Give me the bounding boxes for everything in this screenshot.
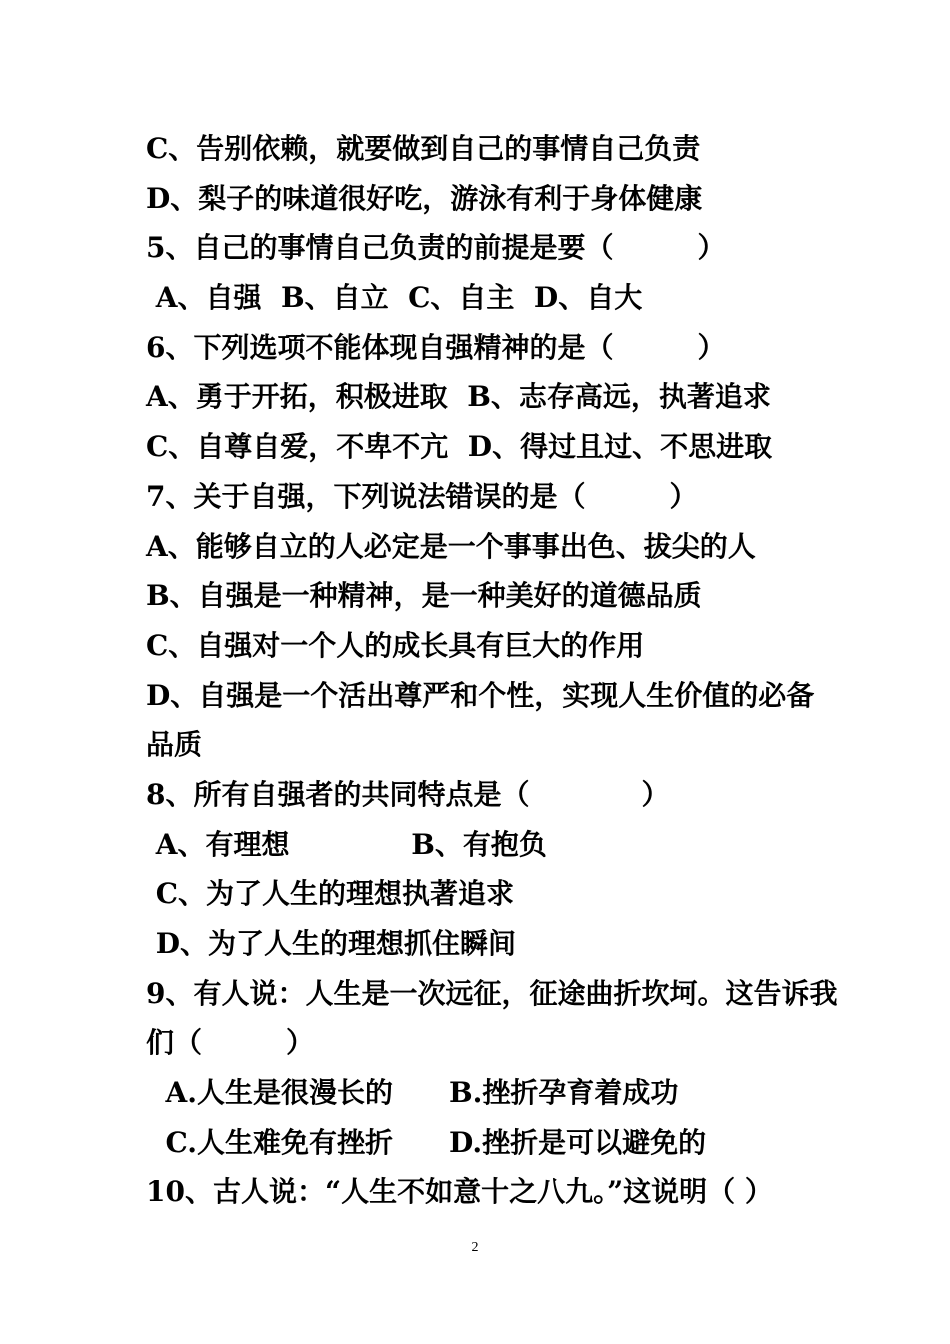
question-5-options: A、自强 B、自立 C、自主 D、自大 <box>146 281 643 315</box>
question-5: 5、自己的事情自己负责的前提是要（ ） <box>146 231 726 265</box>
question-8: 8、所有自强者的共同特点是（ ） <box>146 777 670 811</box>
question-10: 10、古人说：“人生不如意十之八九。”这说明（ ） <box>146 1175 773 1209</box>
question-6: 6、下列选项不能体现自强精神的是（ ） <box>146 330 726 364</box>
question-7: 7、关于自强，下列说法错误的是（ ） <box>146 479 698 513</box>
question-6-options-ab: A、勇于开拓，积极进取 B、志存高远，执著追求 <box>146 380 771 414</box>
question-9-options-ab: A.人生是很漫长的 B.挫折孕育着成功 <box>146 1076 679 1110</box>
question-text-block <box>146 124 838 1217</box>
question-7-option-d-cont: 品质 <box>146 728 203 762</box>
question-7-option-b: B、自强是一种精神，是一种美好的道德品质 <box>146 579 702 613</box>
question-7-option-c: C、自强对一个人的成长具有巨大的作用 <box>146 628 645 662</box>
question-8-options-ab: A、有理想 B、有抱负 <box>146 827 547 861</box>
question-6-options-cd: C、自尊自爱，不卑不亢 D、得过且过、不思进取 <box>146 430 773 464</box>
option-c-line: C、告别依赖，就要做到自己的事情自己负责 <box>146 132 701 165</box>
page-number: 2 <box>471 1240 479 1255</box>
question-8-option-d: D、为了人生的理想抓住瞬间 <box>146 927 517 960</box>
question-7-option-d: D、自强是一个活出尊严和个性，实现人生价值的必备 <box>146 678 815 712</box>
question-9-options-cd: C.人生难免有挫折 D.挫折是可以避免的 <box>146 1125 707 1159</box>
option-d-line: D、梨子的味道很好吃，游泳有利于身体健康 <box>146 181 703 215</box>
question-7-option-a: A、能够自立的人必定是一个事事出色、拔尖的人 <box>146 529 756 563</box>
question-8-option-c: C、为了人生的理想执著追求 <box>146 877 515 911</box>
question-9: 9、有人说：人生是一次远征，征途曲折坎坷。这告诉我 <box>146 976 838 1010</box>
question-9-cont: 们（ ） <box>146 1026 315 1060</box>
